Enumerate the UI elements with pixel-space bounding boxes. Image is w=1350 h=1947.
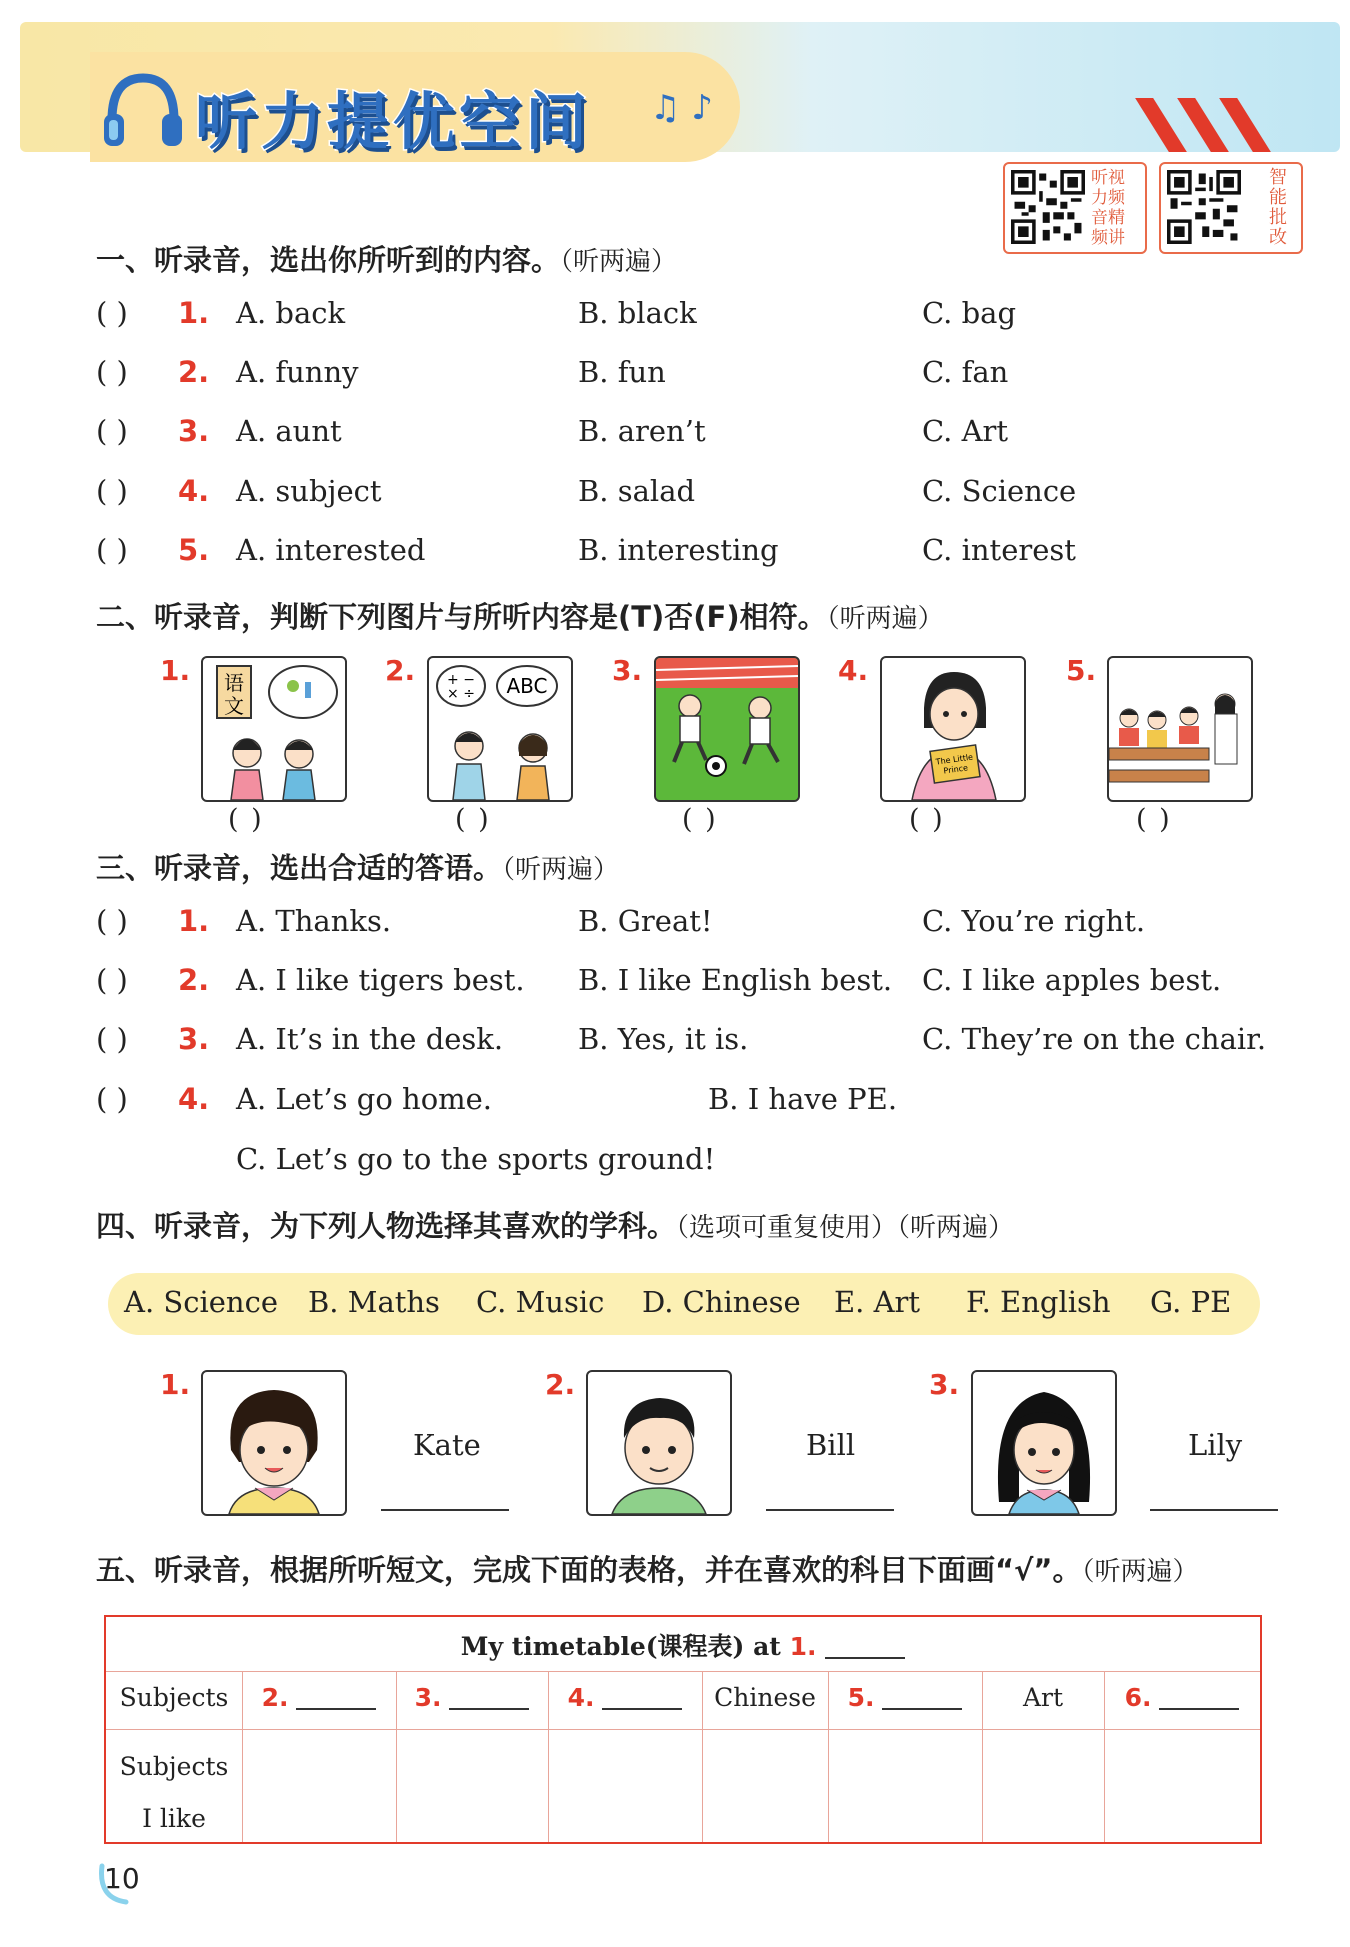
option-a: A. aunt	[236, 414, 342, 448]
abc-text: ABC	[506, 674, 548, 698]
option-b: B. interesting	[578, 533, 779, 567]
part1-item-1: ( ) 1. A. back B. black C. bag	[96, 296, 1017, 330]
picture-5-classroom	[1107, 656, 1253, 802]
subject-option: G. PE	[1150, 1285, 1232, 1319]
option-c: C. They’re on the chair.	[922, 1022, 1267, 1056]
subject-option: A. Science	[124, 1285, 279, 1319]
qr1-label: 听视 力频 音精 频讲	[1091, 168, 1125, 248]
answer-line[interactable]	[296, 1708, 376, 1710]
part3-item-2: ( ) 2. A. I like tigers best. B. I like English best. C. I like apples best.	[96, 963, 1222, 997]
like-check-cell[interactable]	[549, 1730, 701, 1841]
picture-number: 5.	[1066, 654, 1097, 687]
person-name: Lily	[1188, 1428, 1243, 1462]
subject-cell-3: 3.	[396, 1683, 548, 1712]
person-number: 2.	[545, 1368, 576, 1401]
like-check-cell[interactable]	[829, 1730, 981, 1841]
answer-blank[interactable]: ( )	[96, 474, 128, 508]
person-name: Kate	[413, 1428, 481, 1462]
svg-text:The Little: The Little	[935, 752, 974, 767]
person-name: Bill	[806, 1428, 856, 1462]
part3-item-1: ( ) 1. A. Thanks. B. Great! C. You’re right.	[96, 904, 1146, 938]
option-b: B. salad	[578, 474, 696, 508]
picture-4-girl-reading	[880, 656, 1026, 802]
answer-blank[interactable]: ( )	[96, 414, 128, 448]
subject-cell-6: 6.	[1104, 1683, 1260, 1712]
option-c: C. Let’s go to the sports ground!	[236, 1142, 716, 1176]
answer-line[interactable]	[1150, 1509, 1278, 1511]
svg-text:文: 文	[224, 694, 244, 718]
classroom-icon	[1109, 658, 1251, 800]
option-b: B. Great!	[578, 904, 713, 938]
subject-option: D. Chinese	[642, 1285, 801, 1319]
answer-line[interactable]	[882, 1708, 962, 1710]
answer-line[interactable]	[1159, 1708, 1239, 1710]
part1-item-4: ( ) 4. A. subject B. salad C. Science	[96, 474, 1077, 508]
subject-option: E. Art	[834, 1285, 921, 1319]
option-a: A. funny	[236, 355, 359, 389]
girl-face-icon	[203, 1372, 345, 1514]
qr-code-smart-grading[interactable]	[1159, 162, 1303, 254]
subject-cell-4: 4.	[548, 1683, 702, 1712]
timetable	[104, 1615, 1262, 1844]
like-check-cell[interactable]	[983, 1730, 1103, 1841]
part4-title: 四、听录音，为下列人物选择其喜欢的学科。（选项可重复使用）（听两遍）	[96, 1209, 1015, 1243]
answer-blank[interactable]: ( )	[96, 355, 128, 389]
sign-text: 语	[224, 671, 244, 695]
chinese-class-icon	[203, 658, 345, 800]
part3-title: 三、听录音，选出合适的答语。（听两遍）	[96, 851, 620, 885]
option-c: C. fan	[922, 355, 1009, 389]
option-a: A. subject	[236, 474, 382, 508]
option-b: B. I like English best.	[578, 963, 893, 997]
like-check-cell[interactable]	[703, 1730, 827, 1841]
option-a: A. I like tigers best.	[236, 963, 525, 997]
subject-options-bar	[108, 1273, 1260, 1335]
option-b: B. Yes, it is.	[578, 1022, 749, 1056]
option-c: C. You’re right.	[922, 904, 1146, 938]
option-c: C. Science	[922, 474, 1077, 508]
picture-number: 1.	[160, 654, 191, 687]
part3-item-4-option-c	[96, 1142, 1296, 1192]
like-check-cell[interactable]	[397, 1730, 547, 1841]
part1-item-2: ( ) 2. A. funny B. fun C. fan	[96, 355, 1009, 389]
option-c: C. Art	[922, 414, 1009, 448]
option-c: C. bag	[922, 296, 1017, 330]
kate-avatar	[201, 1370, 347, 1516]
part1-item-3: ( ) 3. A. aunt B. aren’t C. Art	[96, 414, 1009, 448]
picture-3-football	[654, 656, 800, 802]
answer-blank[interactable]: ( )	[455, 804, 491, 835]
qr-code-icon	[1167, 170, 1241, 244]
like-check-cell[interactable]	[243, 1730, 395, 1841]
answer-line[interactable]	[381, 1509, 509, 1511]
answer-line[interactable]	[602, 1708, 682, 1710]
part2-title: 二、听录音，判断下列图片与所听内容是(T)否(F)相符。（听两遍）	[96, 600, 944, 634]
boy-face-icon	[588, 1372, 730, 1514]
part1-title: 一、听录音，选出你所听到的内容。（听两遍）	[96, 243, 678, 277]
person-number: 1.	[160, 1368, 191, 1401]
answer-line[interactable]	[766, 1509, 894, 1511]
answer-line[interactable]	[825, 1657, 905, 1659]
option-b: B. aren’t	[578, 414, 706, 448]
subject-cell-2: 2.	[242, 1683, 396, 1712]
option-c: C. interest	[922, 533, 1076, 567]
subject-cell-chinese: Chinese	[714, 1683, 816, 1712]
option-c: C. I like apples best.	[922, 963, 1222, 997]
answer-blank[interactable]: ( )	[96, 296, 128, 330]
headphones-icon	[100, 68, 186, 154]
part5-title: 五、听录音，根据所听短文，完成下面的表格，并在喜欢的科目下面画“√”。（听两遍）	[96, 1553, 1199, 1587]
answer-blank[interactable]: ( )	[682, 804, 718, 835]
answer-line[interactable]	[449, 1708, 529, 1710]
part3-item-4: ( ) 4. A. Let’s go home. B. I have PE.	[96, 1082, 898, 1116]
subject-option: C. Music	[476, 1285, 605, 1319]
answer-blank[interactable]: ( )	[228, 804, 264, 835]
page-number: 10	[104, 1862, 140, 1895]
option-b: B. I have PE.	[708, 1082, 898, 1116]
football-icon	[656, 658, 798, 800]
option-a: A. back	[236, 296, 346, 330]
person-number: 3.	[929, 1368, 960, 1401]
picture-1-chinese-class	[201, 656, 347, 802]
like-check-cell[interactable]	[1105, 1730, 1259, 1841]
option-a: A. It’s in the desk.	[236, 1022, 504, 1056]
answer-blank[interactable]: ( )	[96, 1082, 128, 1116]
table-title: My timetable(课程表) at 1.	[106, 1627, 1260, 1663]
answer-blank[interactable]: ( )	[909, 804, 945, 835]
row-label-subjects-i-like: Subjects I like	[119, 1752, 229, 1833]
option-b: B. fun	[578, 355, 666, 389]
girl-reading-icon	[882, 658, 1024, 800]
svg-text:+ −: + −	[447, 672, 475, 688]
svg-text:× ÷: × ÷	[447, 686, 475, 702]
picture-number: 4.	[838, 654, 869, 687]
qr-code-icon	[1011, 170, 1085, 244]
option-a: A. interested	[236, 533, 426, 567]
subject-cell-art: Art	[1022, 1683, 1064, 1712]
page-title: 听力提优空间	[195, 85, 592, 158]
bill-avatar	[586, 1370, 732, 1516]
answer-blank[interactable]: ( )	[96, 904, 128, 938]
answer-blank[interactable]: ( )	[96, 963, 128, 997]
answer-blank[interactable]: ( )	[96, 1022, 128, 1056]
picture-number: 2.	[385, 654, 416, 687]
girl-long-hair-icon	[973, 1372, 1115, 1514]
row-label-subjects: Subjects	[119, 1683, 229, 1712]
music-notes-icon: ♫ ♪	[650, 88, 713, 128]
qr-code-listening-video[interactable]	[1003, 162, 1147, 254]
picture-2-maths-english	[427, 656, 573, 802]
subject-option: F. English	[966, 1285, 1111, 1319]
qr2-label: 智 能 批 改	[1269, 167, 1287, 248]
maths-english-icon	[429, 658, 571, 800]
part1-item-5: ( ) 5. A. interested B. interesting C. interest	[96, 533, 1076, 567]
subject-cell-5: 5.	[828, 1683, 982, 1712]
subject-option: B. Maths	[308, 1285, 440, 1319]
lily-avatar	[971, 1370, 1117, 1516]
option-b: B. black	[578, 296, 697, 330]
table-divider	[106, 1671, 1260, 1672]
answer-blank[interactable]: ( )	[96, 533, 128, 567]
option-a: A. Thanks.	[236, 904, 392, 938]
picture-number: 3.	[612, 654, 643, 687]
svg-text:Prince: Prince	[942, 763, 969, 776]
option-a: A. Let’s go home.	[236, 1082, 493, 1116]
part3-item-3: ( ) 3. A. It’s in the desk. B. Yes, it is. C. They’re on the chair.	[96, 1022, 1267, 1056]
answer-blank[interactable]: ( )	[1136, 804, 1172, 835]
